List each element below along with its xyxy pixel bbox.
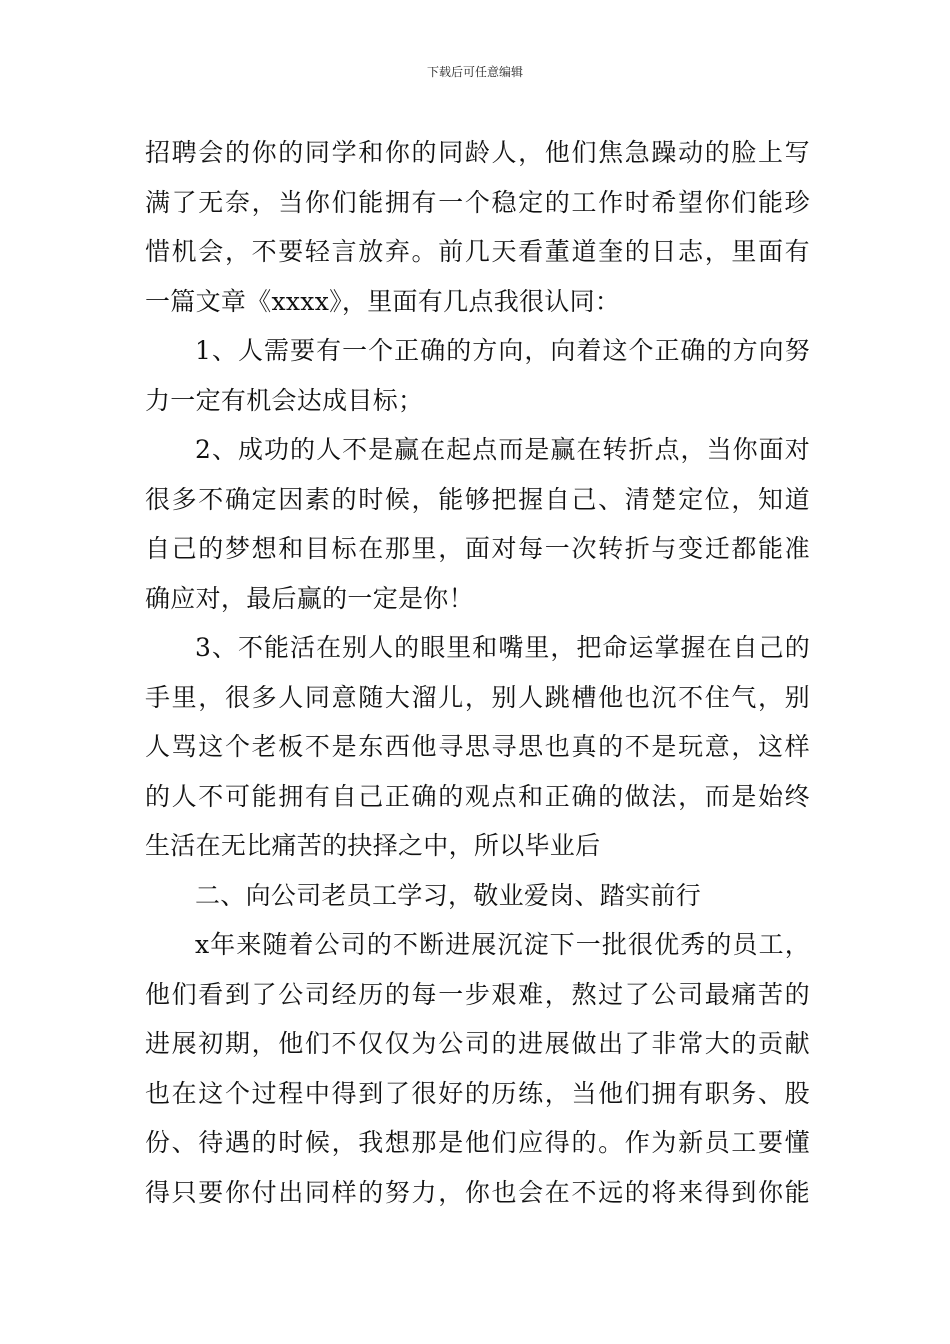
text-line: 他们看到了公司经历的每一步艰难，熬过了公司最痛苦的 <box>145 979 810 1009</box>
text-line: 自己的梦想和目标在那里，面对每一次转折与变迁都能准 <box>145 534 810 563</box>
text-line: 确应对，最后赢的一定是你！ <box>145 583 474 613</box>
text-line: 2、成功的人不是赢在起点而是赢在转折点，当你面对 <box>195 435 810 464</box>
text-line: x年来随着公司的不断进展沉淀下一批很优秀的员工， <box>195 930 810 959</box>
text-line: 招聘会的你的同学和你的同龄人，他们焦急躁动的脸上写 <box>145 138 810 167</box>
text-line: 惜机会，不要轻言放弃。前几天看董道奎的日志，里面有 <box>145 237 810 266</box>
text-line: 3、不能活在别人的眼里和嘴里，把命运掌握在自己的 <box>195 633 810 662</box>
text-line: 一篇文章《xxxx》，里面有几点我很认同： <box>145 286 621 316</box>
text-line: 1、人需要有一个正确的方向，向着这个正确的方向努 <box>195 336 810 365</box>
text-line: 力一定有机会达成目标； <box>145 385 424 415</box>
document-body <box>145 128 810 1217</box>
text-line: 手里，很多人同意随大溜儿，别人跳槽他也沉不住气，别 <box>145 682 810 712</box>
text-line: 的人不可能拥有自己正确的观点和正确的做法，而是始终 <box>145 781 810 811</box>
text-line: 人骂这个老板不是东西他寻思寻思也真的不是玩意，这样 <box>145 732 810 761</box>
text-line: 满了无奈，当你们能拥有一个稳定的工作时希望你们能珍 <box>145 187 810 217</box>
text-line: 生活在无比痛苦的抉择之中，所以毕业后 <box>145 831 601 860</box>
text-line: 二、向公司老员工学习，敬业爱岗、踏实前行 <box>195 880 702 910</box>
text-line: 也在这个过程中得到了很好的历练，当他们拥有职务、股 <box>145 1078 810 1108</box>
text-line: 进展初期，他们不仅仅为公司的进展做出了非常大的贡献 <box>145 1029 810 1058</box>
text-line: 很多不确定因素的时候，能够把握自己、清楚定位，知道 <box>145 484 810 514</box>
page-header: 下载后可任意编辑 <box>426 65 523 79</box>
text-line: 份、待遇的时候，我想那是他们应得的。作为新员工要懂 <box>145 1128 810 1157</box>
text-line: 得只要你付出同样的努力，你也会在不远的将来得到你能 <box>145 1177 810 1207</box>
